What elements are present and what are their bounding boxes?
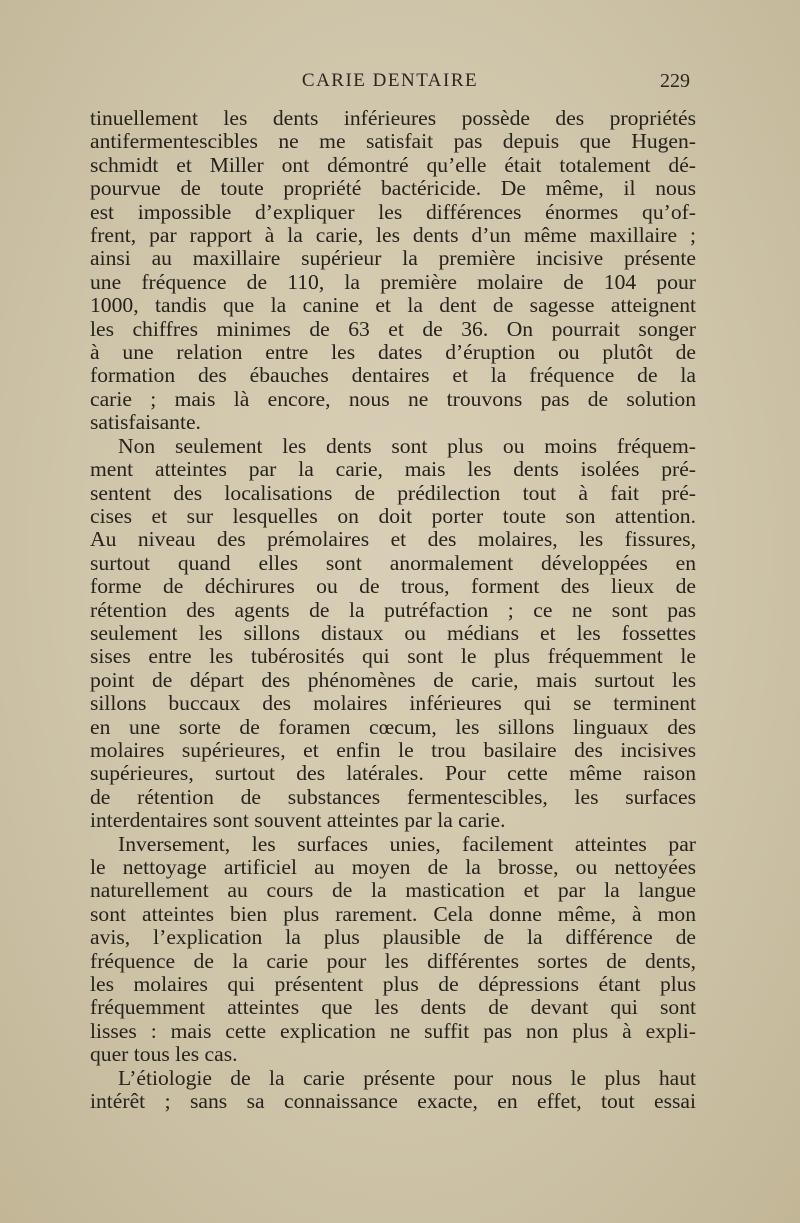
text-line: une fréquence de 110, la première molaire de 104 pour [90, 269, 696, 294]
text-line: de rétention de substances fermentescibles, les surfaces [90, 784, 696, 809]
text-line: fréquemment atteintes que les dents de devant qui sont [90, 995, 696, 1020]
text-line: ainsi au maxillaire supérieur la première incisive présente [90, 246, 696, 271]
text-line: les molaires qui présentent plus de dépressions étant plus [90, 972, 696, 997]
text-line: point de départ des phénomènes de carie, mais surtout les [90, 667, 696, 692]
text-line: intérêt ; sans sa connaissance exacte, en effet, tout essai [90, 1089, 696, 1114]
text-line: quer tous les cas. [90, 1042, 238, 1067]
text-line: est impossible d’expliquer les différences énormes qu’of- [90, 199, 696, 224]
text-line: rétention des agents de la putréfaction ; ce ne sont pas [90, 597, 696, 622]
text-line: pourvue de toute propriété bactéricide. De même, il nous [90, 176, 696, 201]
text-line: frent, par rapport à la carie, les dents d’un même maxillaire ; [90, 223, 696, 248]
text-line: avis, l’explication la plus plausible de la différence de [90, 925, 696, 950]
text-line: ment atteintes par la carie, mais les dents isolées pré- [90, 457, 696, 482]
text-line: forme de déchirures ou de trous, forment des lieux de [90, 574, 696, 599]
text-line: seulement les sillons distaux ou médians et les fossettes [90, 620, 696, 645]
page-number: 229 [660, 70, 690, 92]
text-line: en une sorte de foramen cœcum, les sillons linguaux des [90, 714, 696, 739]
text-line: L’étiologie de la carie présente pour nous le plus haut [118, 1065, 696, 1090]
text-line: molaires supérieures, et enfin le trou basilaire des incisives [90, 737, 696, 762]
text-line: surtout quand elles sont anormalement développées en [90, 550, 696, 575]
text-line: cises et sur lesquelles on doit porter toute son attention. [90, 503, 696, 528]
text-line: à une relation entre les dates d’éruption ou plutôt de [90, 340, 696, 365]
body-text [90, 107, 696, 1113]
text-line: supérieures, surtout des latérales. Pour cette même raison [90, 761, 696, 786]
text-line: lisses : mais cette explication ne suffit pas non plus à expli- [90, 1018, 696, 1043]
text-line: les chiffres minimes de 63 et de 36. On pourrait songer [90, 316, 696, 341]
text-line: sont atteintes bien plus rarement. Cela donne même, à mon [90, 901, 696, 926]
running-head: CARIE DENTAIRE [301, 70, 479, 91]
text-line: fréquence de la carie pour les différentes sortes de dents, [90, 948, 696, 973]
text-line: antifermentescibles ne me satisfait pas depuis que Hugen- [90, 129, 696, 154]
text-line: sillons buccaux des molaires inférieures qui se terminent [90, 691, 696, 716]
text-line: sises entre les tubérosités qui sont le plus fréquemment le [90, 644, 696, 669]
text-line: 1000, tandis que la canine et la dent de sagesse atteignent [90, 293, 696, 318]
text-line: carie ; mais là encore, nous ne trouvons pas de solution [90, 386, 696, 411]
text-line: sentent des localisations de prédilection tout à fait pré- [90, 480, 696, 505]
text-line: formation des ébauches dentaires et la fréquence de la [90, 363, 696, 388]
text-line: satisfaisante. [90, 410, 201, 435]
text-line: Non seulement les dents sont plus ou moins fréquem- [118, 433, 696, 458]
text-line: tinuellement les dents inférieures possède des propriétés [90, 106, 696, 130]
text-line: schmidt et Miller ont démontré qu’elle était totalement dé- [90, 152, 696, 177]
text-line: Inversement, les surfaces unies, facilement atteintes par [118, 831, 696, 856]
text-line: le nettoyage artificiel au moyen de la brosse, ou nettoyées [90, 855, 696, 879]
page-header [90, 70, 690, 98]
text-line: interdentaires sont souvent atteintes par la carie. [90, 808, 506, 833]
text-line: naturellement au cours de la mastication et par la langue [90, 878, 696, 903]
text-line: Au niveau des prémolaires et des molaires, les fissures, [90, 527, 696, 552]
